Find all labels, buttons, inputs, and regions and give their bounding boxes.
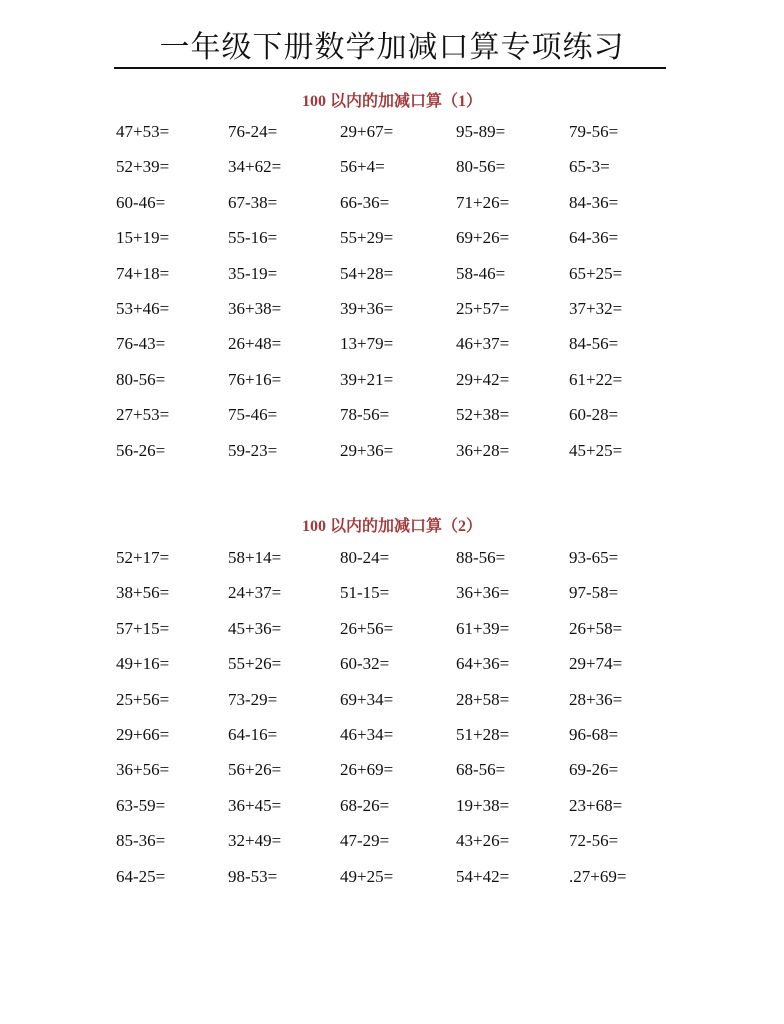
exercise-problem: 56+4= [340,157,385,177]
exercise-problem: 60-28= [569,405,619,425]
exercise-problem: 60-46= [116,192,166,212]
exercise-problem: 59-23= [228,440,278,460]
exercise-problem: 93-65= [569,548,619,567]
exercise-problem: 49+25= [340,866,394,886]
exercise-problem: 76+16= [228,369,282,389]
exercise-problem: 55+29= [340,228,394,248]
exercise-problem: 29+67= [340,122,394,141]
exercise-problem: 64-36= [569,228,619,248]
exercise-problem: 53+46= [116,298,170,318]
exercise-problem: 64-25= [116,866,166,886]
exercise-problem: 54+28= [340,263,394,283]
exercise-problem: 68-26= [340,795,390,815]
exercise-problem: 27+53= [116,405,170,425]
exercise-problem: 43+26= [456,831,510,851]
exercise-problem: 98-53= [228,866,278,886]
exercise-problem: 39+36= [340,298,394,318]
exercise-problem: 79-56= [569,122,619,141]
exercise-problem: 24+37= [228,583,282,603]
exercise-problem: 58+14= [228,548,282,567]
exercise-problem: 71+26= [456,192,510,212]
exercise-problem: 25+57= [456,298,510,318]
exercise-problem: 46+37= [456,334,510,354]
exercise-problem: 29+36= [340,440,394,460]
title-divider [114,67,666,69]
exercise-problem: 97-58= [569,583,619,603]
exercise-problem: 57+15= [116,618,170,638]
exercise-problem: 63-59= [116,795,166,815]
exercise-problem: 64-16= [228,724,278,744]
exercise-problem: 26+48= [228,334,282,354]
exercise-problem: 36+38= [228,298,282,318]
exercise-problem: 32+49= [228,831,282,851]
section-title-2: 100 以内的加减口算（2） [301,518,482,535]
exercise-problem: 67-38= [228,192,278,212]
exercise-problem: 56+26= [228,760,282,780]
exercise-problem: 23+68= [569,795,623,815]
exercise-problem: 52+38= [456,405,510,425]
exercise-problem: 46+34= [340,724,394,744]
exercise-problem: 52+17= [116,548,170,567]
exercise-problem: 29+66= [116,724,170,744]
exercise-problem: 49+16= [116,654,170,674]
exercise-problem: 88-56= [456,548,506,567]
exercise-problem: 38+56= [116,583,170,603]
exercise-problem: 76-43= [116,334,166,354]
exercise-problem: 64+36= [456,654,510,674]
exercise-problem: 35-19= [228,263,278,283]
exercise-problem: 96-68= [569,724,619,744]
exercise-problem: 29+74= [569,654,623,674]
exercise-problem: 36+56= [116,760,170,780]
exercise-problem: 19+38= [456,795,510,815]
exercise-problem: 56-26= [116,440,166,460]
exercise-problem: 26+58= [569,618,623,638]
exercise-problem: 28+36= [569,689,623,709]
exercise-problem: 74+18= [116,263,170,283]
exercise-problem: 51-15= [340,583,390,603]
exercise-problem: 28+58= [456,689,510,709]
page-title: 一年级下册数学加减口算专项练习 [159,30,625,65]
exercise-problem: 45+25= [569,440,623,460]
exercise-problem: 65-3= [569,157,610,177]
exercise-problem: 47+53= [116,122,170,141]
exercise-problem: 54+42= [456,866,510,886]
exercise-problem: 37+32= [569,298,623,318]
exercise-problem: 69+26= [456,228,510,248]
exercise-problem: 84-56= [569,334,619,354]
exercise-problem: 55-16= [228,228,278,248]
exercise-problem: 76-24= [228,122,278,141]
exercise-problem: 58-46= [456,263,506,283]
exercise-problem: 69-26= [569,760,619,780]
exercise-problem: 29+42= [456,369,510,389]
exercise-problem: 73-29= [228,689,278,709]
exercise-problem: 36+28= [456,440,510,460]
exercise-problem: 61+22= [569,369,623,389]
exercise-problem: 39+21= [340,369,394,389]
exercise-problem: 36+36= [456,583,510,603]
exercise-problem: 47-29= [340,831,390,851]
exercise-problem: 45+36= [228,618,282,638]
exercise-problem: 80-24= [340,548,390,567]
exercise-problem: 69+34= [340,689,394,709]
exercise-problem: 26+56= [340,618,394,638]
exercise-problem: 55+26= [228,654,282,674]
exercise-problem: 85-36= [116,831,166,851]
exercise-problem: 51+28= [456,724,510,744]
exercise-problem: 34+62= [228,157,282,177]
exercise-problem: 68-56= [456,760,506,780]
exercise-problem: 66-36= [340,192,390,212]
exercise-problem: 95-89= [456,122,506,141]
exercise-problem: 26+69= [340,760,394,780]
exercise-problem: 25+56= [116,689,170,709]
section-title-1: 100 以内的加减口算（1） [301,93,482,110]
exercise-problem: 52+39= [116,157,170,177]
exercise-problem: 75-46= [228,405,278,425]
exercise-problem: 78-56= [340,405,390,425]
exercise-problem: 13+79= [340,334,394,354]
exercise-problem: 72-56= [569,831,619,851]
exercise-problem: .27+69= [569,866,627,886]
exercise-problem: 80-56= [456,157,506,177]
exercise-problem: 80-56= [116,369,166,389]
exercise-problem: 15+19= [116,228,170,248]
exercise-problem: 65+25= [569,263,623,283]
exercise-problem: 36+45= [228,795,282,815]
exercise-problem: 60-32= [340,654,390,674]
exercise-problem: 61+39= [456,618,510,638]
exercise-problem: 84-36= [569,192,619,212]
